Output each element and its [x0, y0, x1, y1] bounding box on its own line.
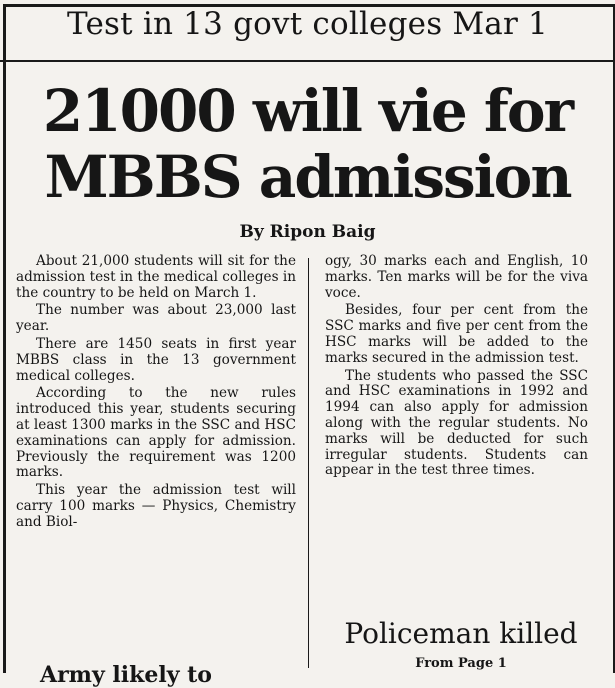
- byline: By Ripon Baig: [239, 222, 376, 242]
- kicker-headline: Test in 13 govt colleges Mar 1: [67, 6, 548, 42]
- paragraph: There are 1450 seats in first year MBBS class in the 13 government medical colleges.: [16, 335, 296, 384]
- right-column: [325, 254, 588, 481]
- left-column: [16, 254, 296, 533]
- paragraph: The number was about 23,000 last year.: [16, 302, 296, 335]
- headline-line-2: MBBS admission: [44, 143, 571, 211]
- paragraph: About 21,000 students will sit for the admission test in the medical colleges in the country to be held on March 1.: [16, 253, 296, 301]
- main-headline: [0, 78, 615, 210]
- cutoff-headline: Army likely to: [40, 662, 212, 688]
- second-story-headline: Policeman killed: [344, 617, 578, 650]
- paragraph: This year the admission test will carry 100 marks — Physics, Chemistry and Biol-: [16, 482, 296, 530]
- paragraph: Besides, four per cent from the SSC marks and five per cent from the HSC marks will be added to the marks secured in the admission test.: [325, 302, 588, 366]
- paragraph-continuation: ogy, 30 marks each and English, 10 marks. Ten marks will be for the viva voce.: [325, 253, 588, 301]
- second-story-ref: From Page 1: [415, 656, 507, 671]
- column-divider: [308, 258, 309, 668]
- paragraph: The students who passed the SSC and HSC examinations in 1992 and 1994 can also apply for admission along with the regular students. No marks will be deducted for such irregular students. Students can appear in the test three times.: [325, 367, 588, 479]
- kicker-rule: [0, 60, 615, 62]
- headline-line-1: 21000 will vie for: [42, 77, 573, 145]
- paragraph: According to the new rules introduced this year, students securing at least 1300 marks in the SSC and HSC examinations can apply for admission. Previously the requirement was 1200 marks.: [16, 385, 296, 481]
